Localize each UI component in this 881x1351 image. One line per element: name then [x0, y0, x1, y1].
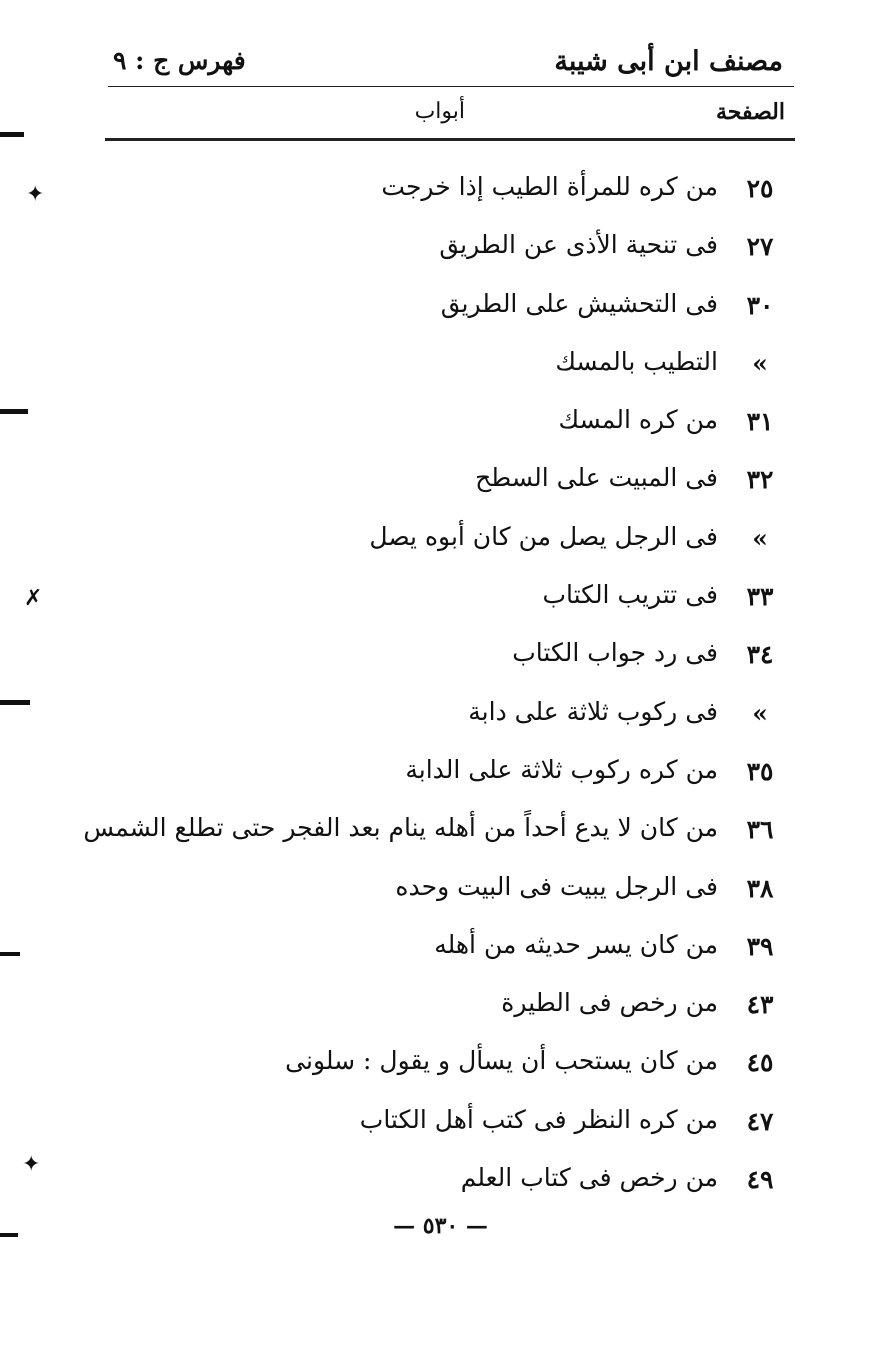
index-entry [83, 801, 790, 859]
index-entry [100, 626, 790, 684]
index-volume-label: فهرس ج : ٩ [113, 46, 246, 75]
chapters-column-heading: أبواب [414, 99, 465, 124]
scan-mark [0, 409, 28, 414]
entry-title: من كره النظر فى كتب أهل الكتاب [359, 1104, 718, 1134]
entry-title: من كره المسك [558, 405, 718, 435]
entry-title: التطيب بالمسك [555, 346, 718, 376]
entry-page-number: ٣٨ [746, 873, 774, 903]
index-entry [100, 918, 790, 976]
entry-page-number: ٤٧ [746, 1106, 774, 1136]
index-entry [100, 393, 790, 451]
index-entry [100, 335, 790, 393]
page-column-heading: الصفحة [715, 99, 785, 125]
entry-page-number: ٣٢ [746, 465, 774, 495]
column-headings [105, 97, 795, 133]
entry-page-number: » [752, 348, 768, 378]
entry-title: من كره للمرأة الطيب إذا خرجت [381, 172, 718, 201]
entry-page-number: ٣٤ [746, 640, 774, 670]
index-entries [83, 160, 790, 1209]
index-entry [100, 976, 790, 1034]
scan-mark [0, 700, 30, 705]
index-entry [100, 277, 790, 335]
index-entry [100, 743, 790, 801]
running-head [105, 44, 795, 84]
index-entry [100, 860, 790, 918]
entry-title: فى تتريب الكتاب [542, 580, 718, 610]
index-entry [100, 1151, 790, 1209]
entry-title: من كان يسر حديثه من أهله [434, 929, 718, 959]
entry-page-number: ٣١ [746, 407, 774, 437]
entry-title: من رخص فى كتاب العلم [460, 1163, 718, 1193]
index-entry [100, 510, 790, 568]
entry-title: فى رد جواب الكتاب [512, 638, 718, 668]
scan-mark [0, 952, 20, 956]
entry-title: من كان لا يدع أحداً من أهله ينام بعد الفجر حتى تطلع الشمس [83, 813, 718, 843]
entry-page-number: » [752, 523, 768, 553]
header-rule [108, 86, 794, 87]
entry-title: فى الرجل يبيت فى البيت وحده [395, 871, 718, 901]
index-entry [100, 218, 790, 276]
entry-page-number: ٣٠ [746, 290, 774, 320]
cross-mark-icon: ✗ [24, 586, 43, 611]
index-entry [100, 451, 790, 509]
index-entry [100, 160, 790, 218]
scan-mark [0, 1233, 18, 1237]
entry-title: فى الرجل يصل من كان أبوه يصل [369, 521, 718, 551]
entry-title: من رخص فى الطيرة [501, 988, 718, 1018]
heading-rule [105, 138, 795, 141]
entry-page-number: ٣٩ [746, 931, 774, 961]
entry-title: فى المبيت على السطح [475, 463, 718, 493]
page-folio: — ٥٣٠ — [393, 1213, 488, 1239]
entry-title: فى ركوب ثلاثة على دابة [468, 696, 718, 726]
entry-title: فى تنحية الأذى عن الطريق [439, 230, 718, 260]
entry-page-number: ٤٥ [746, 1048, 774, 1078]
entry-page-number: » [752, 698, 768, 728]
entry-page-number: ٣٦ [746, 815, 774, 845]
index-entry [100, 685, 790, 743]
entry-page-number: ٤٣ [746, 990, 774, 1020]
index-entry [100, 1034, 790, 1092]
entry-title: فى التحشيش على الطريق [440, 288, 718, 318]
entry-title: من كان يستحب أن يسأل و يقول : سلونى [285, 1046, 718, 1076]
scan-mark [0, 132, 24, 137]
entry-page-number: ٣٣ [746, 582, 774, 612]
book-title: مصنف ابن أبى شيبة [554, 46, 783, 77]
index-entry [100, 1093, 790, 1151]
entry-page-number: ٢٧ [746, 232, 774, 262]
sparkle-mark-icon: ✦ [26, 182, 45, 207]
entry-page-number: ٣٥ [746, 756, 774, 786]
entry-title: من كره ركوب ثلاثة على الدابة [405, 754, 718, 784]
entry-page-number: ٢٥ [746, 174, 774, 203]
sparkle-mark-icon: ✦ [22, 1152, 41, 1177]
entry-page-number: ٤٩ [746, 1165, 774, 1195]
index-entry [100, 568, 790, 626]
